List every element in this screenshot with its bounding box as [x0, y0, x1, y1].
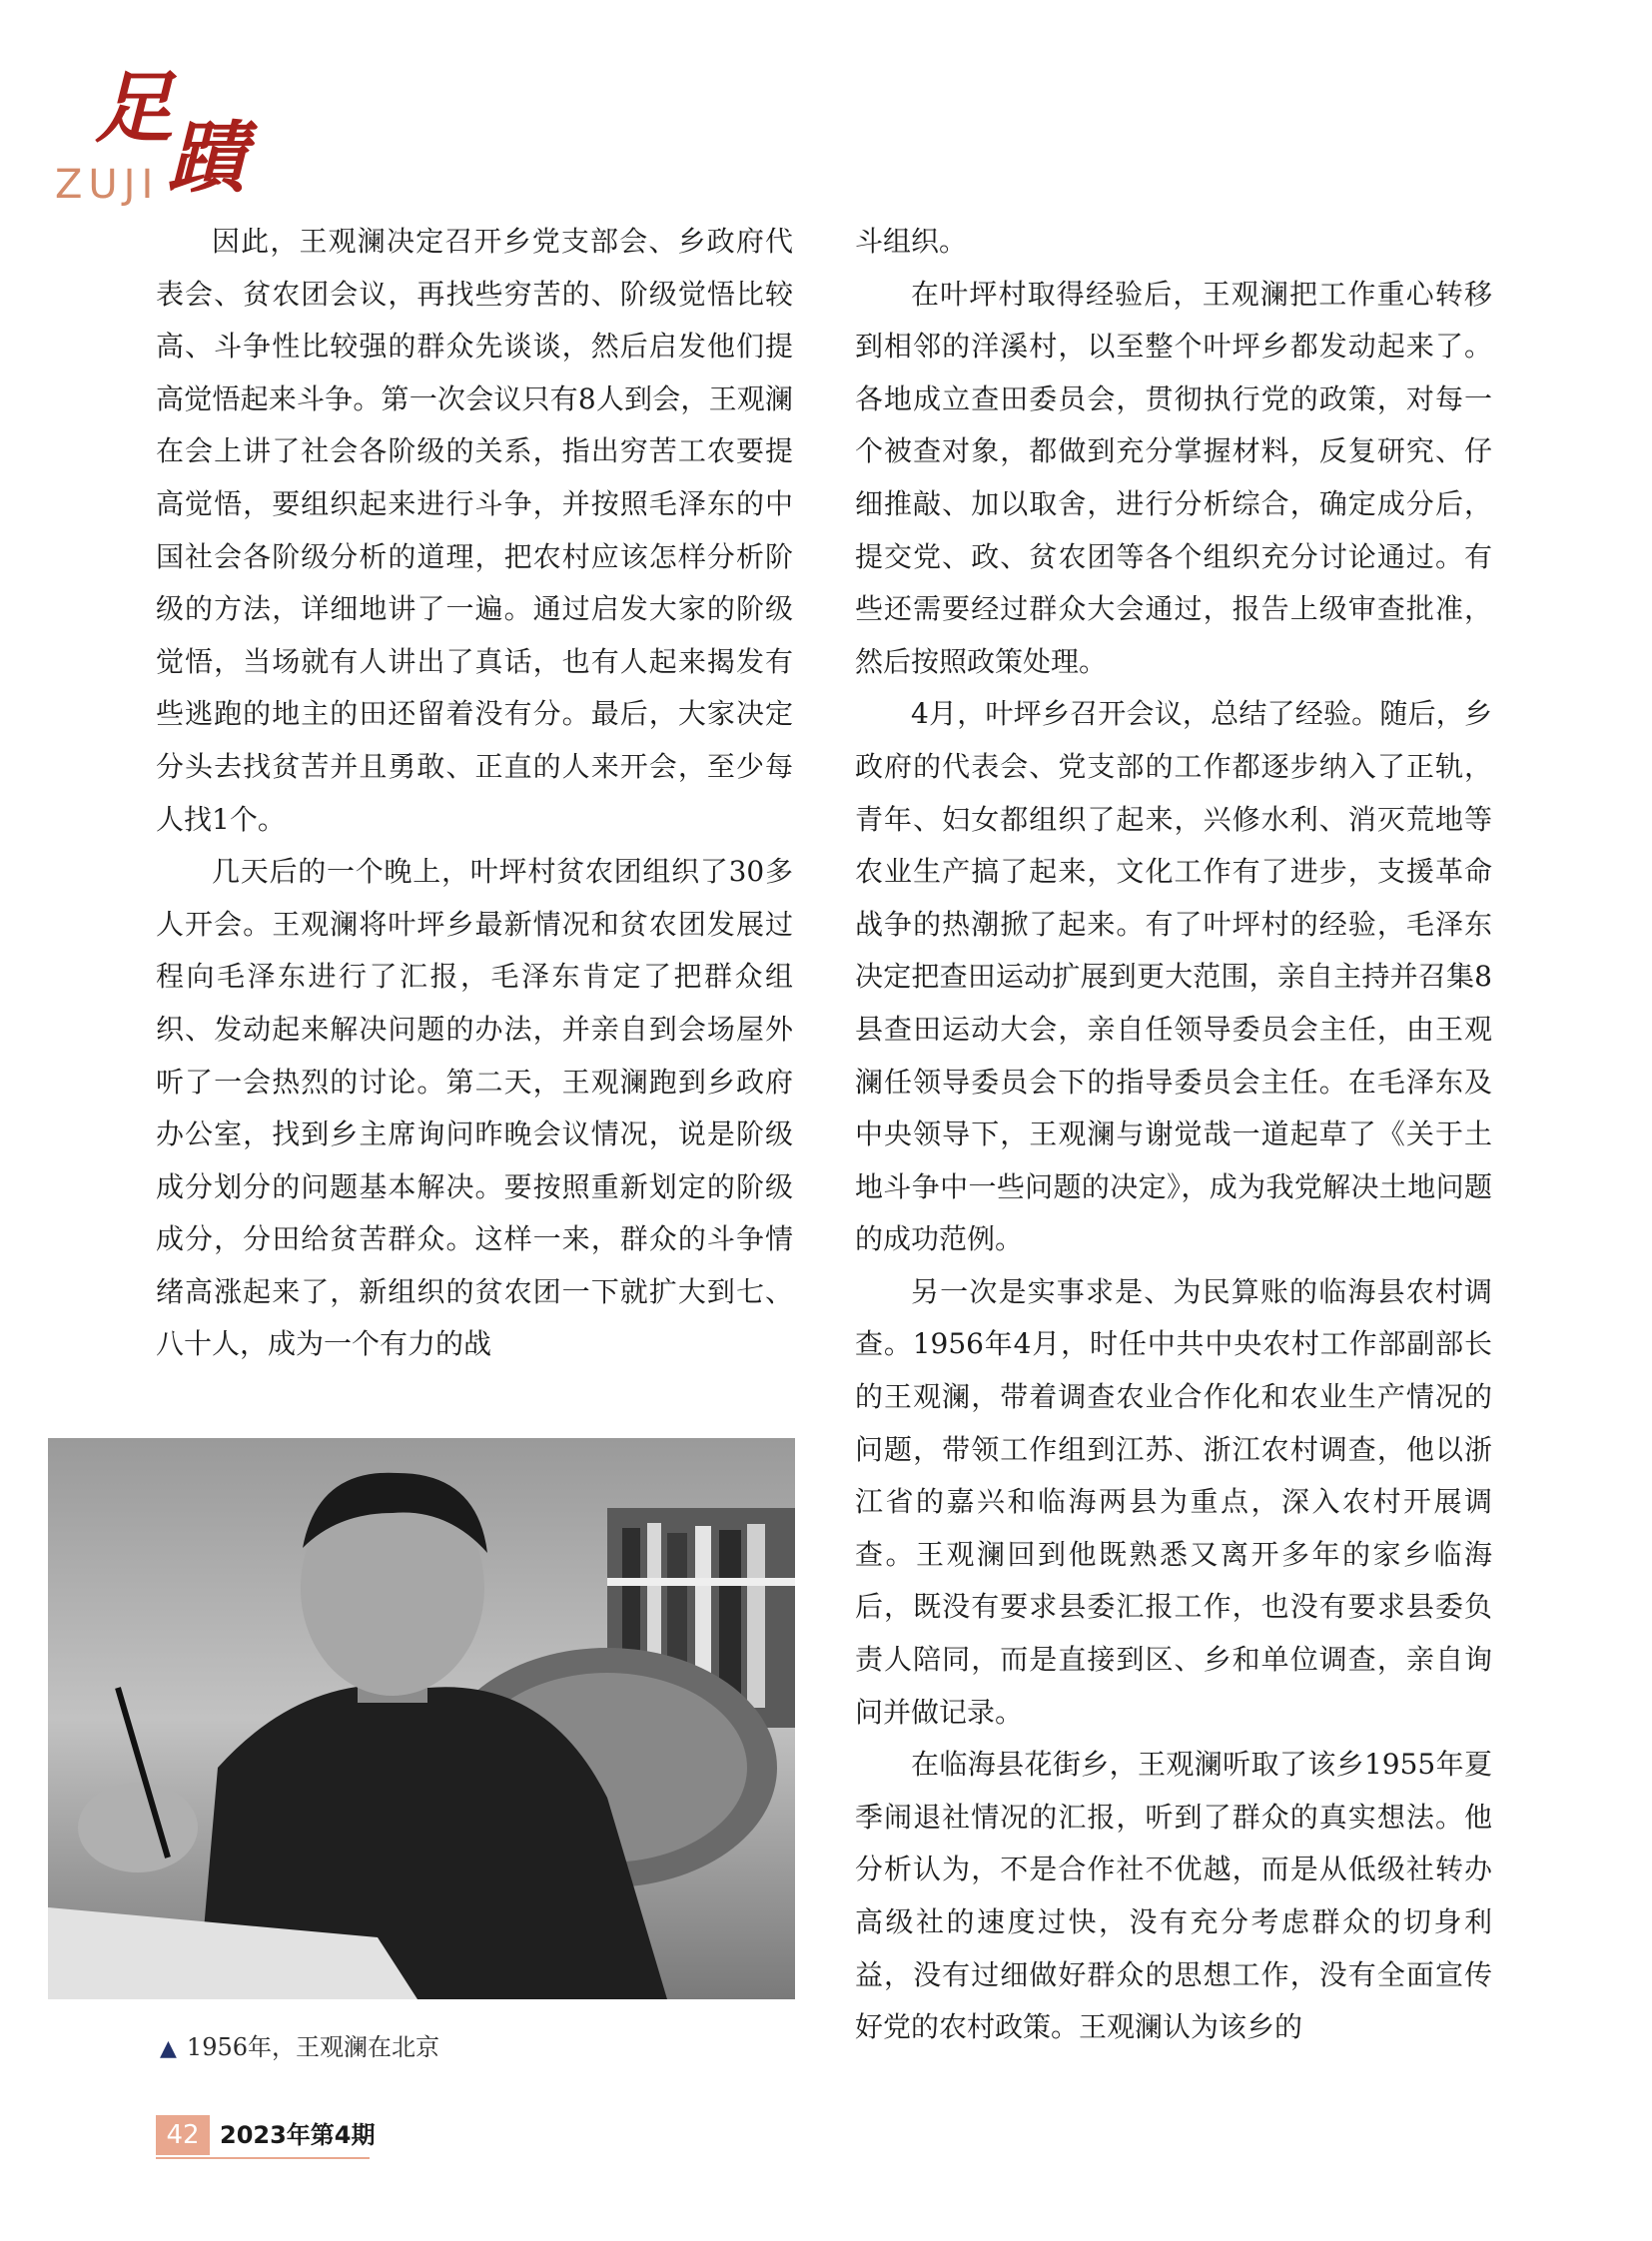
paragraph-continued: 斗组织。 — [855, 225, 968, 258]
caption-text: 1956年，王观澜在北京 — [186, 2033, 439, 2061]
magazine-logo — [50, 63, 250, 208]
paragraph: 几天后的一个晚上，叶坪村贫农团组织了30多人开会。王观澜将叶坪乡最新情况和贫农团发展过程向毛泽东进行了汇报，毛泽东肯定了把群众组织、发动起来解决问题的办法，并亲自到会场屋外听了一会热烈的讨论。第二天，王观澜跑到乡政府办公室，找到乡主席询问昨晚会议情况，说是阶级成分划分的问题基本解决。要按照重新划定的阶级成分，分田给贫苦群众。这样一来，群众的斗争情绪高涨起来了，新组织的贫农团一下就扩大到七、八十人，成为一个有力的战 — [156, 855, 793, 1361]
paragraph: 在临海县花街乡，王观澜听取了该乡1955年夏季闹退社情况的汇报，听到了群众的真实想法。他分析认为，不是合作社不优越，而是从低级社转办高级社的速度过快，没有充分考虑群众的切身利益，没有过细做好群众的思想工作，没有全面宣传好党的农村政策。王观澜认为该乡的 — [855, 1748, 1492, 2044]
issue-label: 2023年第4期 — [220, 2121, 376, 2149]
caption-triangle-icon: ▲ — [160, 2036, 177, 2061]
logo-char-zu: 足 — [95, 63, 174, 154]
photo-caption — [160, 2027, 439, 2062]
portrait-photo — [48, 1438, 795, 1999]
paragraph: 另一次是实事求是、为民算账的临海县农村调查。1956年4月，时任中共中央农村工作部副部长的王观澜，带着调查农业合作化和农业生产情况的问题，带领工作组到江苏、浙江农村调查，他以浙江省的嘉兴和临海两县为重点，深入农村开展调查。王观澜回到他既熟悉又离开多年的家乡临海后，既没有要求县委汇报工作，也没有要求县委负责人陪同，而是直接到区、乡和单位调查，亲自询问并做记录。 — [855, 1274, 1492, 1729]
paragraph: 在叶坪村取得经验后，王观澜把工作重心转移到相邻的洋溪村，以至整个叶坪乡都发动起来了。各地成立查田委员会，贯彻执行党的政策，对每一个被查对象，都做到充分掌握材料，反复研究、仔细推敲、加以取舍，进行分析综合，确定成分后，提交党、政、贫农团等各个组织充分讨论通过。有些还需要经过群众大会通过，报告上级审查批准，然后按照政策处理。 — [855, 277, 1492, 678]
logo-char-ji: 蹟 — [168, 113, 247, 204]
photo-illustration — [48, 1438, 795, 1999]
article-left-column — [156, 216, 793, 1371]
paragraph: 4月，叶坪乡召开会议，总结了经验。随后，乡政府的代表会、党支部的工作都逐步纳入了正轨，青年、妇女都组织了起来，兴修水利、消灭荒地等农业生产搞了起来，文化工作有了进步，支援革命战争的热潮掀了起来。有了叶坪村的经验，毛泽东决定把查田运动扩展到更大范围，亲自主持并召集8县查田运动大会，亲自任领导委员会主任，由王观澜任领导委员会下的指导委员会主任。在毛泽东及中央领导下，王观澜与谢觉哉一道起草了《关于土地斗争中一些问题的决定》，成为我党解决土地问题的成功范例。 — [855, 697, 1492, 1256]
footer-rule — [156, 2157, 370, 2159]
page-number: 42 — [156, 2115, 210, 2155]
logo-latin: ZUJI — [55, 162, 160, 208]
article-right-column — [855, 216, 1492, 2054]
paragraph: 因此，王观澜决定召开乡党支部会、乡政府代表会、贫农团会议，再找些穷苦的、阶级觉悟比较高、斗争性比较强的群众先谈谈，然后启发他们提高觉悟起来斗争。第一次会议只有8人到会，王观澜在会上讲了社会各阶级的关系，指出穷苦工农要提高觉悟，要组织起来进行斗争，并按照毛泽东的中国社会各阶级分析的道理，把农村应该怎样分析阶级的方法，详细地讲了一遍。通过启发大家的阶级觉悟，当场就有人讲出了真话，也有人起来揭发有些逃跑的地主的田还留着没有分。最后，大家决定分头去找贫苦并且勇敢、正直的人来开会，至少每人找1个。 — [156, 225, 793, 836]
